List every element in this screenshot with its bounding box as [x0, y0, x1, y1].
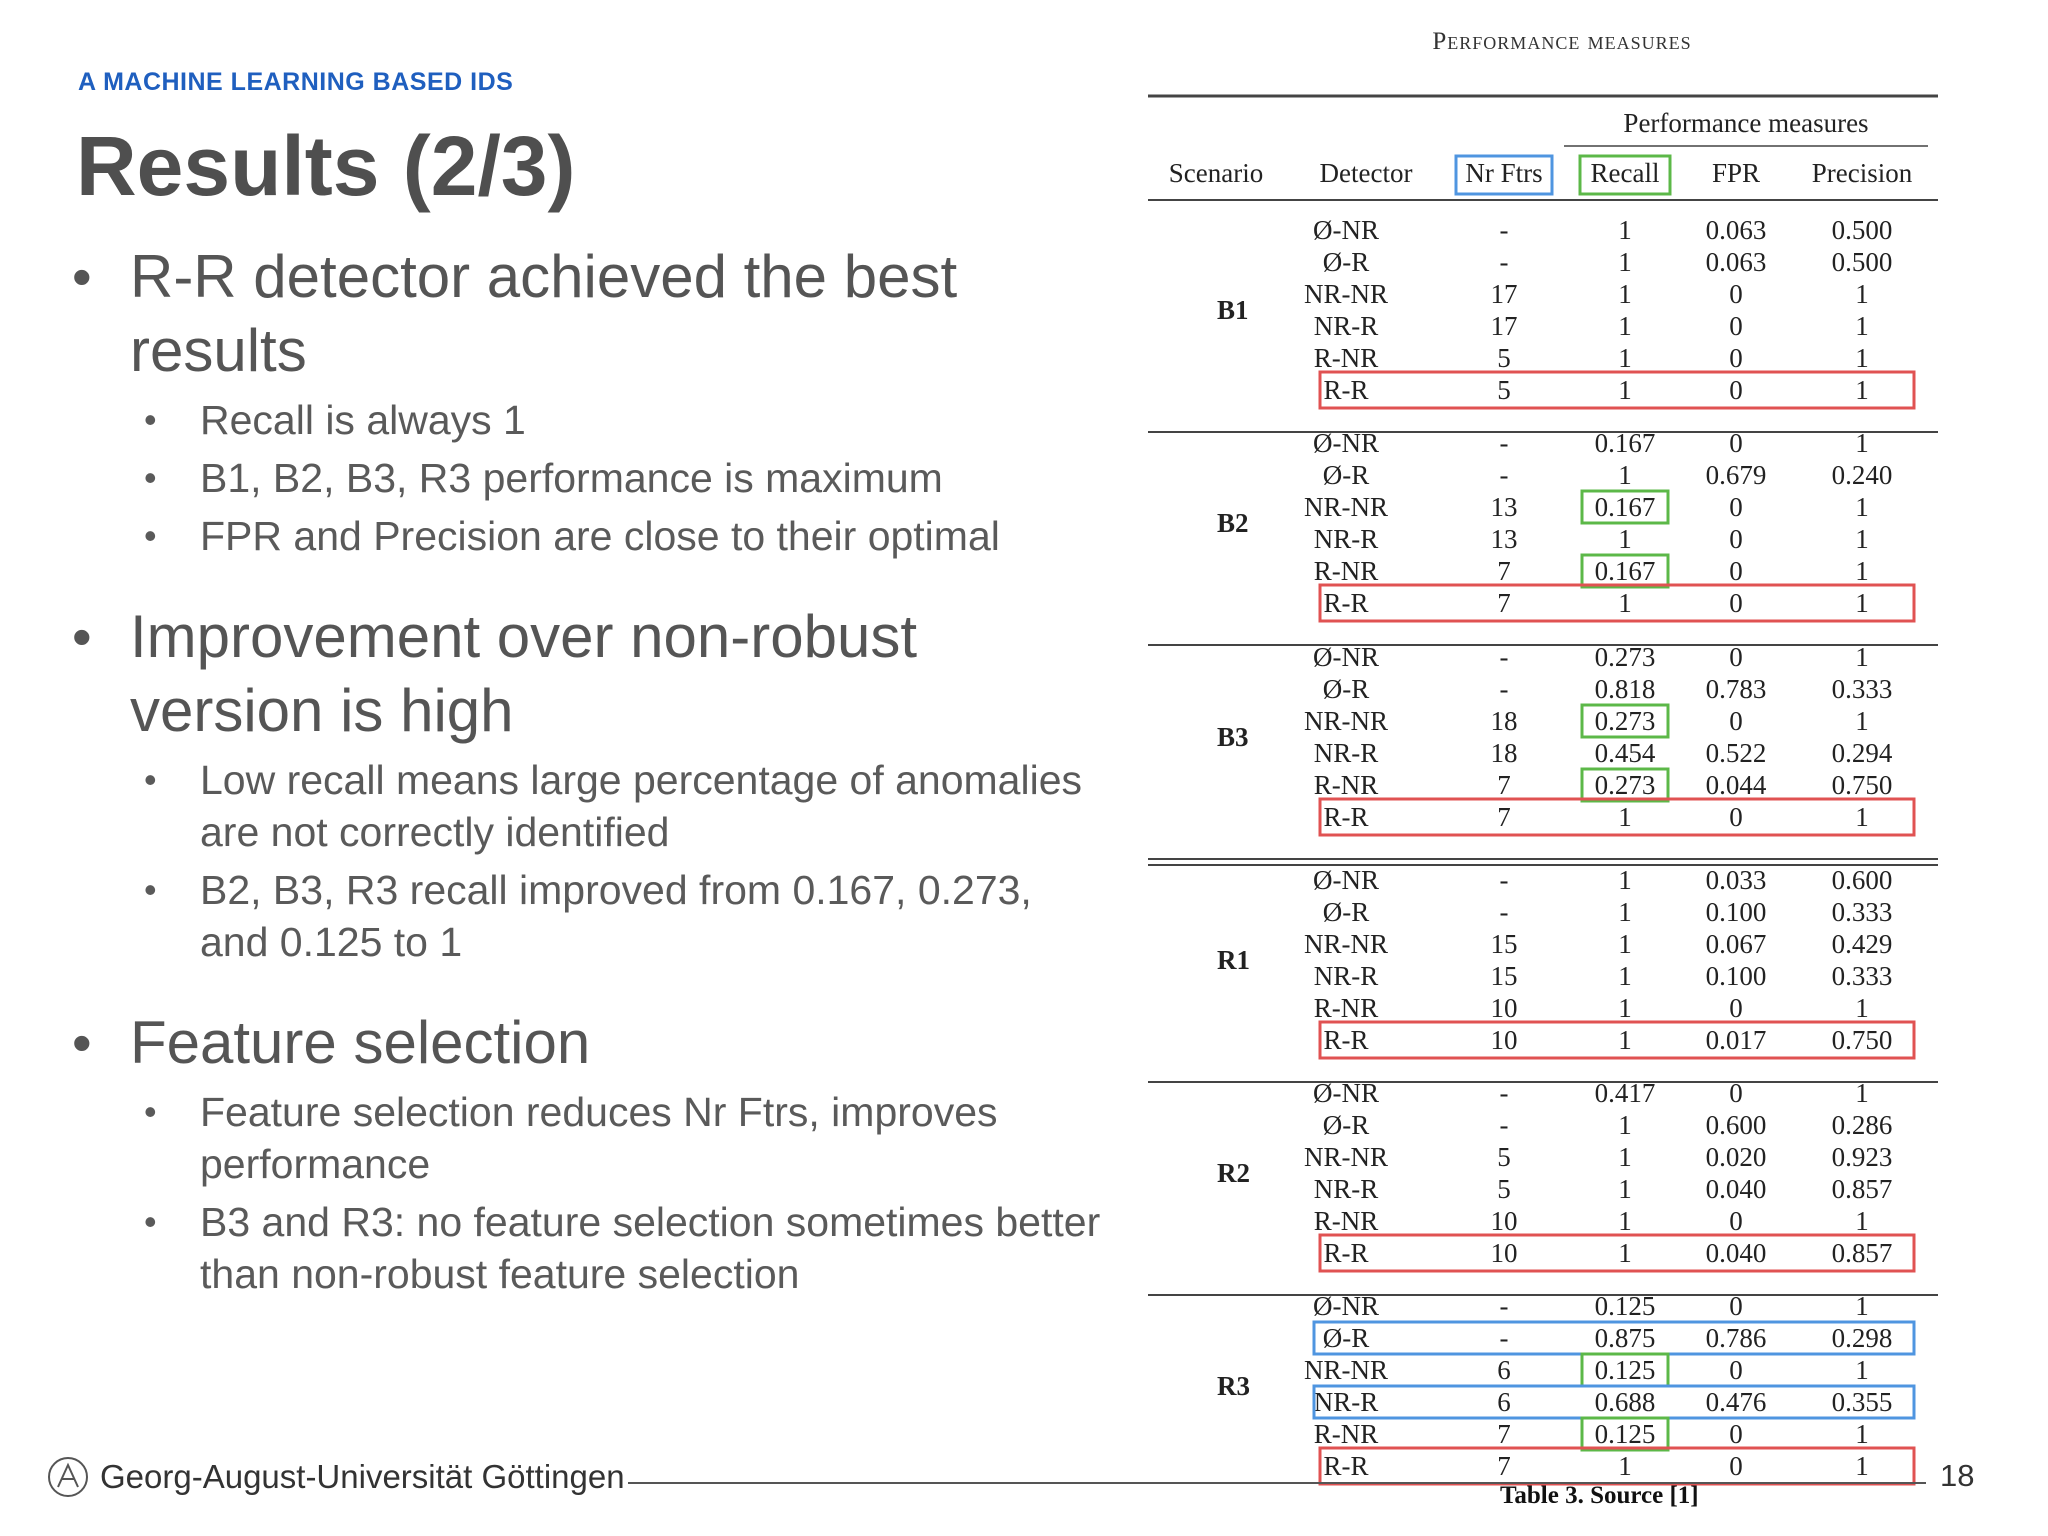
- table-cell: NR-R: [1313, 524, 1379, 554]
- table-cell: Ø-NR: [1313, 1291, 1379, 1321]
- sub-bullet-item: • B3 and R3: no feature selection sometimes better than non-robust feature selection: [130, 1196, 1110, 1300]
- table-cell: 1: [1618, 375, 1632, 405]
- table-cell: 0.298: [1831, 1323, 1893, 1353]
- table-cell: 5: [1497, 1174, 1511, 1204]
- table-cell: Ø-R: [1322, 1110, 1370, 1140]
- table-cell: NR-NR: [1303, 1355, 1389, 1385]
- table-cell: R-NR: [1313, 993, 1379, 1023]
- table-cell: 0.286: [1831, 1110, 1893, 1140]
- table-cell: Ø-R: [1322, 247, 1370, 277]
- table-cell: 0: [1729, 706, 1743, 736]
- table-cell: NR-R: [1313, 961, 1379, 991]
- bullet-text: Feature selection: [130, 1009, 591, 1076]
- scenario-label: B2: [1217, 508, 1249, 538]
- table-cell: 0: [1729, 428, 1743, 458]
- table-cell: 1: [1618, 588, 1632, 618]
- table-cell: 7: [1497, 770, 1511, 800]
- table-cell: 0: [1729, 802, 1743, 832]
- sub-bullet-item: • Feature selection reduces Nr Ftrs, improves performance: [130, 1086, 1110, 1190]
- table-cell: 0.333: [1831, 961, 1893, 991]
- table-cell: 0.063: [1705, 215, 1767, 245]
- table-cell: 0.040: [1705, 1238, 1767, 1268]
- table-cell: 0.857: [1831, 1174, 1893, 1204]
- scenario-label: R2: [1217, 1158, 1250, 1188]
- table-cell: 0.333: [1831, 674, 1893, 704]
- table-cell: NR-NR: [1303, 706, 1389, 736]
- table-cell: 0.818: [1594, 674, 1656, 704]
- table-cell: 1: [1618, 1142, 1632, 1172]
- table-cell: 0.067: [1705, 929, 1767, 959]
- sub-bullet-item: • B2, B3, R3 recall improved from 0.167, 0.273, and 0.125 to 1: [130, 864, 1110, 968]
- table-cell: 0.040: [1705, 1174, 1767, 1204]
- table-cell: 1: [1618, 897, 1632, 927]
- table-cell: 0.500: [1831, 247, 1893, 277]
- table-cell: R-NR: [1313, 343, 1379, 373]
- table-cell: 1: [1618, 1206, 1632, 1236]
- table-cell: Ø-NR: [1313, 215, 1379, 245]
- table-cell: 0.750: [1831, 770, 1893, 800]
- table-cell: 5: [1497, 1142, 1511, 1172]
- table-cell: 1: [1618, 865, 1632, 895]
- table-cell: 0.750: [1831, 1025, 1893, 1055]
- table-cell: 6: [1497, 1387, 1511, 1417]
- column-header-4: FPR: [1711, 158, 1761, 188]
- table-cell: -: [1499, 428, 1509, 458]
- table-cell: 0.600: [1705, 1110, 1767, 1140]
- table-cell: 0.167: [1594, 556, 1656, 586]
- sub-bullet-item: • Recall is always 1: [130, 394, 1110, 446]
- table-cell: 1: [1618, 993, 1632, 1023]
- rr-row-highlight: [1320, 1448, 1914, 1484]
- rr-row-highlight: [1320, 372, 1914, 408]
- table-cell: 0: [1729, 1078, 1743, 1108]
- table-cell: 0.600: [1831, 865, 1893, 895]
- table-cell: Ø-R: [1322, 674, 1370, 704]
- column-header-2: Nr Ftrs: [1465, 158, 1543, 188]
- table-cell: 0.125: [1594, 1419, 1656, 1449]
- table-cell: R-R: [1323, 375, 1369, 405]
- table-cell: 0: [1729, 1206, 1743, 1236]
- table-cell: 0.333: [1831, 897, 1893, 927]
- page-number: 18: [1940, 1458, 1975, 1493]
- table-cell: 15: [1490, 929, 1518, 959]
- table-cell: 0.875: [1594, 1323, 1656, 1353]
- table-cell: 0.786: [1705, 1323, 1767, 1353]
- table-cell: 1: [1618, 279, 1632, 309]
- table-cell: NR-R: [1313, 738, 1379, 768]
- table-cell: 0.273: [1594, 706, 1656, 736]
- table-cell: 0.857: [1831, 1238, 1893, 1268]
- scenario-label: B3: [1217, 722, 1249, 752]
- table-cell: 0: [1729, 343, 1743, 373]
- rr-row-highlight: [1320, 1022, 1914, 1058]
- table-cell: 1: [1855, 492, 1869, 522]
- table-cell: 0.476: [1705, 1387, 1767, 1417]
- scenario-label: R1: [1217, 945, 1250, 975]
- column-header-1: Detector: [1319, 158, 1413, 188]
- table-cell: 10: [1490, 1025, 1518, 1055]
- table-cell: -: [1499, 674, 1509, 704]
- table-cell: 0.522: [1705, 738, 1767, 768]
- table-cell: 0: [1729, 1291, 1743, 1321]
- table-cell: 1: [1855, 524, 1869, 554]
- table-cell: 1: [1618, 343, 1632, 373]
- table-cell: NR-R: [1313, 311, 1379, 341]
- table-cell: 1: [1855, 642, 1869, 672]
- column-header-3: Recall: [1590, 158, 1660, 188]
- table-cell: Ø-NR: [1313, 428, 1379, 458]
- table-cell: 0: [1729, 642, 1743, 672]
- table-cell: -: [1499, 897, 1509, 927]
- table-cell: 5: [1497, 375, 1511, 405]
- table-cell: 1: [1618, 1110, 1632, 1140]
- bullet-text: R-R detector achieved the best results: [130, 243, 958, 384]
- bullet-item: [70, 600, 1110, 968]
- table-cell: 7: [1497, 802, 1511, 832]
- table-cell: 0: [1729, 556, 1743, 586]
- table-cell: 18: [1490, 706, 1518, 736]
- table-cell: 0.017: [1705, 1025, 1767, 1055]
- footer-university: Georg-August-Universität Göttingen: [100, 1458, 625, 1495]
- sub-bullet-list: [130, 1086, 1110, 1300]
- table-cell: 0.454: [1594, 738, 1656, 768]
- table-cell: -: [1499, 1323, 1509, 1353]
- table-cell: -: [1499, 460, 1509, 490]
- table-cell: 0.240: [1831, 460, 1893, 490]
- table-cell: R-NR: [1313, 1419, 1379, 1449]
- table-cell: NR-R: [1313, 1387, 1379, 1417]
- table-cell: 1: [1618, 524, 1632, 554]
- table-cell: 0.273: [1594, 642, 1656, 672]
- table-cell: 1: [1855, 279, 1869, 309]
- table-cell: 7: [1497, 588, 1511, 618]
- table-cell: 0.100: [1705, 897, 1767, 927]
- table-cell: 1: [1855, 1206, 1869, 1236]
- table-cell: 0: [1729, 375, 1743, 405]
- sub-bullet-item: • Low recall means large percentage of anomalies are not correctly identified: [130, 754, 1110, 858]
- table-cell: R-R: [1323, 1451, 1369, 1481]
- table-cell: 1: [1855, 1078, 1869, 1108]
- table-cell: 1: [1855, 1355, 1869, 1385]
- scenario-label: B1: [1217, 295, 1249, 325]
- table-cell: 0.679: [1705, 460, 1767, 490]
- table-cell: 0: [1729, 993, 1743, 1023]
- table-cell: 0: [1729, 492, 1743, 522]
- table-cell: 0.125: [1594, 1355, 1656, 1385]
- table-cell: 1: [1855, 375, 1869, 405]
- table-cell: -: [1499, 1291, 1509, 1321]
- table-cell: 1: [1855, 1419, 1869, 1449]
- table-cell: 5: [1497, 343, 1511, 373]
- table-cell: 1: [1618, 929, 1632, 959]
- bullet-list: [70, 240, 1110, 1306]
- table-cell: 1: [1618, 1025, 1632, 1055]
- table-cell: 1: [1855, 588, 1869, 618]
- table-cell: 1: [1855, 706, 1869, 736]
- table-cell: 0.429: [1831, 929, 1893, 959]
- table-cell: 17: [1490, 279, 1518, 309]
- table-cell: 15: [1490, 961, 1518, 991]
- table-cell: 1: [1855, 802, 1869, 832]
- column-header-5: Precision: [1811, 158, 1913, 188]
- table-cell: R-R: [1323, 802, 1369, 832]
- table-cell: 7: [1497, 1419, 1511, 1449]
- rr-row-highlight: [1320, 799, 1914, 835]
- bullet-item: [70, 1006, 1110, 1300]
- table-cell: NR-NR: [1303, 1142, 1389, 1172]
- table-cell: 18: [1490, 738, 1518, 768]
- table-cell: 1: [1618, 247, 1632, 277]
- table-cell: -: [1499, 247, 1509, 277]
- table-cell: 1: [1855, 428, 1869, 458]
- table-cell: 1: [1618, 460, 1632, 490]
- table-cell: 1: [1855, 343, 1869, 373]
- sub-bullet-item: • B1, B2, B3, R3 performance is maximum: [130, 452, 1110, 504]
- performance-table-panel: [1112, 0, 2012, 1495]
- performance-table: [1112, 0, 2012, 1495]
- slide-title: Results (2/3): [76, 119, 576, 213]
- table-cell: 0: [1729, 279, 1743, 309]
- table-cell: 0.033: [1705, 865, 1767, 895]
- table-cell: 1: [1618, 961, 1632, 991]
- bullet-item: [70, 240, 1110, 562]
- rr-row-highlight: [1320, 585, 1914, 621]
- table-cell: 6: [1497, 1355, 1511, 1385]
- table-cell: R-NR: [1313, 556, 1379, 586]
- table-cell: NR-NR: [1303, 929, 1389, 959]
- table-cell: NR-R: [1313, 1174, 1379, 1204]
- table-cell: 1: [1618, 215, 1632, 245]
- table-cell: 0.355: [1831, 1387, 1893, 1417]
- table-cell: 0: [1729, 311, 1743, 341]
- table-cell: 0.783: [1705, 674, 1767, 704]
- table-cell: -: [1499, 215, 1509, 245]
- table-cell: 1: [1618, 1451, 1632, 1481]
- table-cell: R-R: [1323, 588, 1369, 618]
- table-cell: 1: [1618, 802, 1632, 832]
- table-cell: -: [1499, 1110, 1509, 1140]
- table-cell: 7: [1497, 556, 1511, 586]
- table-cell: -: [1499, 865, 1509, 895]
- table-cell: 0.500: [1831, 215, 1893, 245]
- table-cell: R-NR: [1313, 770, 1379, 800]
- footer-divider: [628, 1482, 1926, 1484]
- table-cell: NR-NR: [1303, 492, 1389, 522]
- table-cell: 0: [1729, 524, 1743, 554]
- table-cell: 1: [1855, 1291, 1869, 1321]
- table-cell: 1: [1855, 993, 1869, 1023]
- table-cell: 10: [1490, 1206, 1518, 1236]
- table-cell: 0: [1729, 1419, 1743, 1449]
- table-cell: 1: [1855, 556, 1869, 586]
- table-cell: 10: [1490, 1238, 1518, 1268]
- table-cell: Ø-NR: [1313, 1078, 1379, 1108]
- table-cell: Ø-NR: [1313, 642, 1379, 672]
- university-logo-icon: [46, 1455, 90, 1499]
- table-cell: 0.417: [1594, 1078, 1656, 1108]
- table-cell: 1: [1618, 1174, 1632, 1204]
- table-cell: 0.063: [1705, 247, 1767, 277]
- table-cell: 0.167: [1594, 492, 1656, 522]
- group-header: Performance measures: [1623, 108, 1869, 138]
- table-cell: 0: [1729, 588, 1743, 618]
- table-cell: 0: [1729, 1355, 1743, 1385]
- table-cell: Ø-R: [1322, 460, 1370, 490]
- table-cell: 1: [1855, 1451, 1869, 1481]
- bullet-text: Improvement over non-robust version is high: [130, 603, 918, 744]
- table-cell: Ø-R: [1322, 897, 1370, 927]
- table-cell: 0.125: [1594, 1291, 1656, 1321]
- table-cell: 7: [1497, 1451, 1511, 1481]
- table-cell: 1: [1618, 1238, 1632, 1268]
- scenario-label: R3: [1217, 1371, 1250, 1401]
- table-cell: R-NR: [1313, 1206, 1379, 1236]
- table-cell: 0.020: [1705, 1142, 1767, 1172]
- table-cell: R-R: [1323, 1025, 1369, 1055]
- table-cell: 13: [1490, 524, 1518, 554]
- table-cell: 10: [1490, 993, 1518, 1023]
- sub-bullet-item: • FPR and Precision are close to their optimal: [130, 510, 1110, 562]
- table-source-caption: Table 3. Source [1]: [1500, 1482, 1699, 1509]
- table-cell: 0.294: [1831, 738, 1893, 768]
- section-kicker: A MACHINE LEARNING BASED IDS: [78, 68, 514, 96]
- table-cell: 1: [1855, 311, 1869, 341]
- table-cell: 0.044: [1705, 770, 1767, 800]
- table-cell: 0.100: [1705, 961, 1767, 991]
- table-caption: Performance measures: [1432, 28, 1692, 55]
- table-cell: 17: [1490, 311, 1518, 341]
- sub-bullet-list: [130, 394, 1110, 562]
- table-cell: Ø-R: [1322, 1323, 1370, 1353]
- table-cell: -: [1499, 1078, 1509, 1108]
- table-cell: 0.167: [1594, 428, 1656, 458]
- table-cell: 0.273: [1594, 770, 1656, 800]
- table-cell: 13: [1490, 492, 1518, 522]
- table-cell: 0.688: [1594, 1387, 1656, 1417]
- table-cell: R-R: [1323, 1238, 1369, 1268]
- table-cell: NR-NR: [1303, 279, 1389, 309]
- rr-row-highlight: [1320, 1235, 1914, 1271]
- table-cell: 0.923: [1831, 1142, 1893, 1172]
- table-cell: Ø-NR: [1313, 865, 1379, 895]
- table-cell: 0: [1729, 1451, 1743, 1481]
- table-cell: -: [1499, 642, 1509, 672]
- table-cell: 1: [1618, 311, 1632, 341]
- column-header-0: Scenario: [1168, 158, 1264, 188]
- sub-bullet-list: [130, 754, 1110, 968]
